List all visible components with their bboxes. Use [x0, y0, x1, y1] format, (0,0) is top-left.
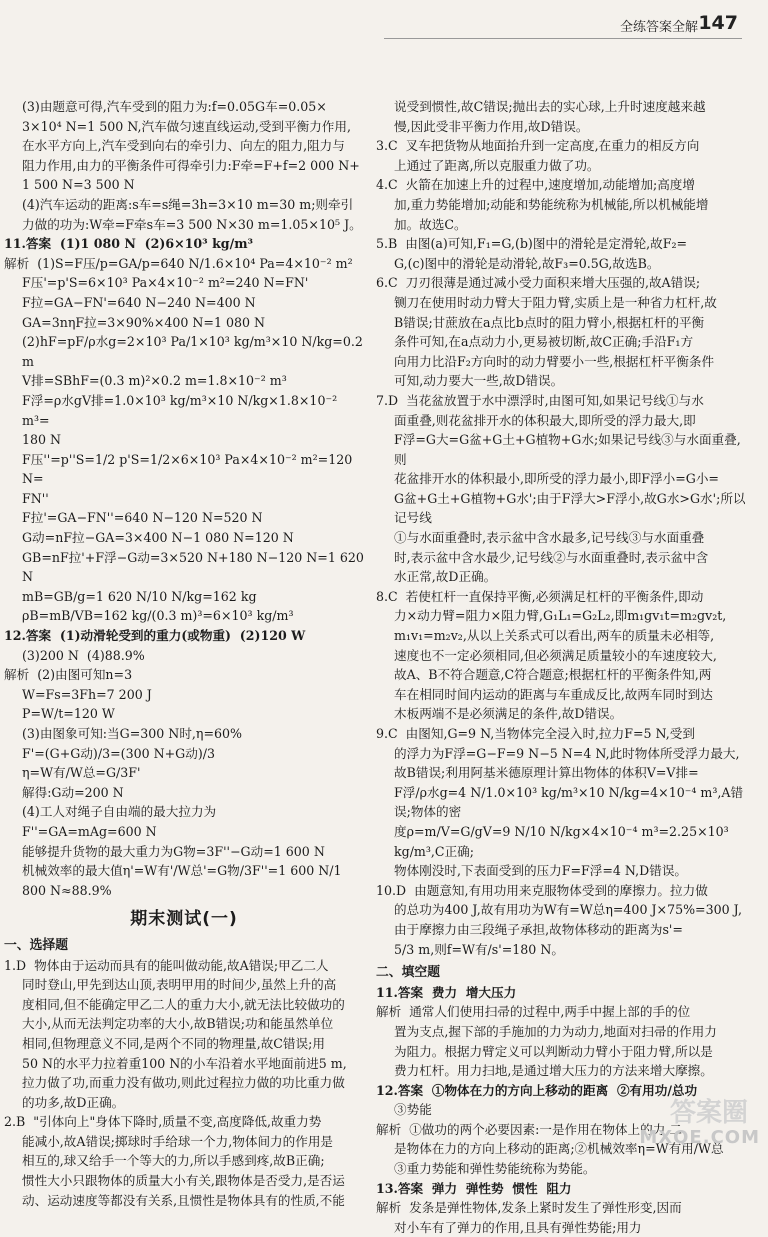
text-line: 阻力作用,由力的平衡条件可得牵引力:F牵=F+f=2 000 N+ [22, 157, 360, 173]
text-line: 的功多,故D正确。 [22, 1094, 125, 1110]
text-line: 12.答案 (1)动滑轮受到的重力(或物重) (2)120 W [4, 628, 306, 644]
text-line: 能够提升货物的最大重力为G物=3F''−G动=1 600 N [22, 843, 325, 859]
text-line: P=W/t=120 W [22, 706, 115, 722]
text-line: B错误;甘蔗放在a点比b点时的阻力臂小,根据杠杆的平衡 [394, 314, 705, 330]
text-line: 的总功为400 J,故有用功为W有=W总η=400 J×75%=300 J, [394, 902, 742, 918]
text-line: 是物体在力的方向上移动的距离;②机械效率η=W有用/W总 [394, 1141, 724, 1157]
text-line: 8.C 若使杠杆一直保持平衡,必须满足杠杆的平衡条件,即动 [376, 588, 704, 604]
text-line: 在水平方向上,汽车受到向右的牵引力、向左的阻力,阻力与 [22, 138, 345, 154]
text-line: F'=(G+G动)/3=(300 N+G动)/3 [22, 745, 216, 761]
text-line: 由于摩擦力由三段绳子承担,故物体移动的距离为s'= [394, 921, 683, 937]
text-line: 11.答案 费力 增大压力 [376, 984, 517, 1000]
text-line: 为阻力。根据力臂定义可以判断动力臂小于阻力臂,所以是 [394, 1043, 713, 1059]
text-line: 动、运动速度等都没有关系,且惯性是物体具有的性质,不能 [22, 1192, 345, 1208]
text-line: 11.答案 (1)1 080 N (2)6×10³ kg/m³ [4, 236, 254, 252]
left-bottom-lines [4, 956, 364, 1211]
text-line: FN'' [22, 490, 49, 506]
text-line: 故A、B不符合题意,C符合题意;根据杠杆的平衡条件知,两 [394, 667, 712, 683]
text-line: mB=GB/g=1 620 N/10 N/kg=162 kg [22, 588, 257, 604]
text-line: ①与水面重叠时,表示盆中含水最多,记号线③与水面重叠 [394, 530, 705, 546]
text-line: 解析 通常人们使用扫帚的过程中,两手中握上部的手的位 [376, 1004, 691, 1020]
text-line: 能减小,故A错误;掷球时手给球一个力,物体间力的作用是 [22, 1133, 334, 1149]
text-line: GB=nF拉'+F浮−G动=3×520 N+180 N−120 N=1 620 N [22, 549, 368, 585]
text-line: 机械效率的最大值η'=W有'/W总'=G物/3F''=1 600 N/1 800 N≈88.9% [22, 863, 346, 898]
text-line: 50 N的水平力拉着重100 N的小车沿着水平地面前进5 m, [22, 1055, 347, 1071]
text-line: (3)200 N (4)88.9% [22, 647, 145, 663]
text-line: ρB=mB/VB=162 kg/(0.3 m)³=6×10³ kg/m³ [22, 608, 294, 624]
text-line: 向用力比沿F₂方向时的动力臂要小一些,根据杠杆平衡条件 [394, 353, 715, 369]
text-line: 解析 发条是弹性物体,发条上紧时发生了弹性形变,因而 [376, 1200, 682, 1216]
text-line: 解析 (1)S=F压/p=GA/p=640 N/1.6×10⁴ Pa=4×10⁻² m² [4, 255, 353, 271]
right-answer-lines [376, 97, 748, 959]
text-line: ③势能 [394, 1102, 432, 1118]
text-line: 加。故选C。 [394, 216, 467, 232]
text-line: 1.D 物体由于运动而具有的能叫做动能,故A错误;甲乙二人 [4, 957, 329, 973]
page-header [0, 14, 768, 38]
text-line: 慢,因此受非平衡力作用,故D错误。 [394, 118, 589, 134]
text-line: 相同,但物理意义不同,是两个不同的物理量,故C错误;用 [22, 1035, 325, 1051]
section-choice-heading: 一、选择题 [4, 937, 68, 953]
text-line: 5/3 m,则f=W有/s'=180 N。 [394, 941, 564, 957]
text-line: 7.D 当花盆放置于水中漂浮时,由图可知,如果记号线①与水 [376, 392, 704, 408]
text-line: 木板两端不是必须满足的条件,故D错误。 [394, 706, 623, 722]
text-line: 180 N [22, 432, 62, 448]
text-line: 2.B "引体向上"身体下降时,质量不变,高度降低,故重力势 [4, 1114, 322, 1130]
text-line: 加,重力势能增加;动能和势能统称为机械能,所以机械能增 [394, 196, 709, 212]
text-line: 力做的功为:W牵=F牵s车=3 500 N×30 m=1.05×10⁵ J。 [22, 216, 362, 232]
text-line: G动=nF拉−GA=3×400 N−1 080 N=120 N [22, 530, 294, 546]
section-title: 期末测试(一) [130, 909, 238, 930]
text-line: F浮=G大=G盆+G土+G植物+G水;如果记号线③与水面重叠,则 [394, 432, 741, 467]
text-line: 13.答案 弹力 弹性势 惯性 阻力 [376, 1180, 572, 1196]
text-line: 时,表示盆中含水最少,记号线②与水面重叠时,表示盆中含 [394, 549, 709, 565]
text-line: 惯性大小只跟物体的质量大小有关,跟物体是否受力,是否运 [22, 1173, 345, 1189]
text-line: 速度也不一定必须相同,但必须满足质量较小的车速度较大, [394, 647, 717, 663]
text-line: F拉'=GA−FN''=640 N−120 N=520 N [22, 510, 263, 526]
page-number: 147 [698, 12, 738, 34]
header-divider [384, 38, 742, 39]
text-line: 度相同,但不能确定甲乙二人的重力大小,就无法比较做功的 [22, 996, 345, 1012]
text-line: 解得:G动=200 N [22, 784, 124, 800]
text-line: 解析 ①做功的两个必要因素:一是作用在物体上的力,二 [376, 1121, 682, 1137]
text-line: (4)工人对绳子自由端的最大拉力为 [22, 804, 217, 820]
text-line: 面重叠,则花盆排开水的体积最大,即所受的浮力最大,即 [394, 412, 696, 428]
text-line: (4)汽车运动的距离:s车=s绳=3h=3×10 m=30 m;则牵引 [22, 196, 354, 212]
section-fill-heading: 二、填空题 [376, 965, 440, 981]
text-line: 故B错误;利用阿基米德原理计算出物体的体积V=V排= [394, 765, 699, 781]
left-column [4, 97, 368, 1210]
text-line: 铡刀在使用时动力臂大于阻力臂,实质上是一种省力杠杆,故 [394, 294, 717, 310]
right-column [376, 97, 748, 1237]
text-line: m₁v₁=m₂v₂,从以上关系式可以看出,两车的质量未必相等, [394, 628, 715, 644]
text-line: 力×动力臂=阻力×阻力臂,G₁L₁=G₂L₂,即m₁gv₁t=m₂gv₂t, [394, 608, 727, 624]
text-line: 9.C 由图知,G=9 N,当物体完全浸入时,拉力F=5 N,受到 [376, 726, 695, 741]
text-line: ③重力势能和弹性势能统称为势能。 [394, 1161, 596, 1177]
text-line: 车在相同时间内运动的距离与车重成反比,故两车同时到达 [394, 686, 713, 702]
text-line: 的浮力为F浮=G−F=9 N−5 N=4 N,此时物体所受浮力最大, [394, 745, 740, 761]
text-line: 4.C 火箭在加速上升的过程中,速度增加,动能增加;高度增 [376, 177, 695, 193]
text-line: 花盆排开水的体积最小,即所受的浮力最小,即F浮小=G小= [394, 471, 719, 487]
text-line: 上通过了距离,所以克服重力做了功。 [394, 157, 600, 173]
text-line: (3)由题意可得,汽车受到的阻力为:f=0.05G车=0.05× [22, 99, 327, 114]
text-line: F拉=GA−FN'=640 N−240 N=400 N [22, 294, 256, 310]
text-line: 3×10⁴ N=1 500 N,汽车做匀速直线运动,受到平衡力作用, [22, 118, 351, 134]
text-line: G,(c)图中的滑轮是动滑轮,故F₃=0.5G,故选B。 [394, 255, 660, 271]
text-line: 解析 (2)由图可知n=3 [4, 667, 133, 683]
text-line: 6.C 刀刃很薄是通过减小受力面积来增大压强的,故A错误; [376, 275, 701, 291]
text-line: 置为支点,握下部的手施加的力为动力,地面对扫帚的作用力 [394, 1023, 717, 1039]
text-line: GA=3nηF拉=3×90%×400 N=1 080 N [22, 314, 266, 330]
text-line: η=W有/W总=G/3F' [22, 765, 141, 781]
text-line: F浮/ρ水g=4 N/1.0×10³ kg/m³×10 N/kg=4×10⁻⁴ m³,A错误;物体的密 [394, 784, 744, 820]
header-title: 全练答案全解 [619, 20, 698, 35]
text-line: 5.B 由图(a)可知,F₁=G,(b)图中的滑轮是定滑轮,故F₂= [376, 236, 688, 252]
text-line: F压''=p''S=1/2 p'S=1/2×6×10³ Pa×4×10⁻² m²=120 N= [22, 451, 357, 487]
text-line: V排=SBhF=(0.3 m)²×0.2 m=1.8×10⁻² m³ [22, 373, 287, 389]
left-answer-lines [4, 97, 368, 900]
text-line: 同时登山,甲先到达山顶,表明甲用的时间少,虽然上升的高 [22, 977, 337, 993]
text-line: F浮=ρ水gV排=1.0×10³ kg/m³×10 N/kg×1.8×10⁻² m³= [22, 392, 342, 428]
text-line: (2)hF=pF/ρ水g=2×10³ Pa/1×10³ kg/m³×10 N/kg=0.2 m [22, 334, 367, 369]
text-line: (3)由图象可知:当G=300 N时,η=60% [22, 726, 243, 741]
text-line: 对小车有了弹力的作用,且具有弹性势能;用力 [394, 1219, 642, 1235]
text-line: 大小,从而无法判定功率的大小,故B错误;功和能虽然单位 [22, 1016, 334, 1032]
text-line: 可知,动力要大一些,故D错误。 [394, 373, 564, 389]
watermark-logo-text: 答案圈 [669, 1098, 748, 1129]
text-line: 1 500 N=3 500 N [22, 177, 135, 193]
text-line: 拉力做了功,而重力没有做功,则此过程拉力做的功比重力做 [22, 1075, 345, 1091]
text-line: 费力杠杆。用力扫地,是通过增大压力的方法来增大摩擦。 [394, 1063, 713, 1079]
text-line: W=Fs=3Fh=7 200 J [22, 686, 152, 702]
text-line: 3.C 叉车把货物从地面抬升到一定高度,在重力的相反方向 [376, 138, 700, 154]
text-line: 说受到惯性,故C错误;抛出去的实心球,上升时速度越来越 [394, 99, 706, 114]
text-line: 条件可知,在a点动力小,更易被切断,故C正确;手沿F₁方 [394, 334, 694, 350]
watermark: MXQE.COM [639, 1127, 760, 1149]
text-line: 度ρ=m/V=G/gV=9 N/10 N/kg×4×10⁻⁴ m³=2.25×10³ kg/m³,C正确; [394, 823, 733, 859]
text-line: F压'=p'S=6×10³ Pa×4×10⁻² m²=240 N=FN' [22, 275, 309, 291]
text-line: F''=GA=mAg=600 N [22, 823, 157, 839]
text-line: 10.D 由题意知,有用功用来克服物体受到的摩擦力。拉力做 [376, 882, 708, 898]
text-line: G盆+G土+G植物+G水';由于F浮大>F浮小,故G水>G水';所以记号线 [394, 490, 746, 526]
text-line: 水正常,故D正确。 [394, 569, 497, 585]
text-line: 相互的,球又给手一个等大的力,所以手感到疼,故B正确; [22, 1153, 325, 1169]
text-line: 物体刚没时,下表面受到的压力F=F浮=4 N,D错误。 [394, 863, 688, 879]
text-line: 12.答案 ①物体在力的方向上移动的距离 ②有用功/总功 [376, 1082, 698, 1098]
